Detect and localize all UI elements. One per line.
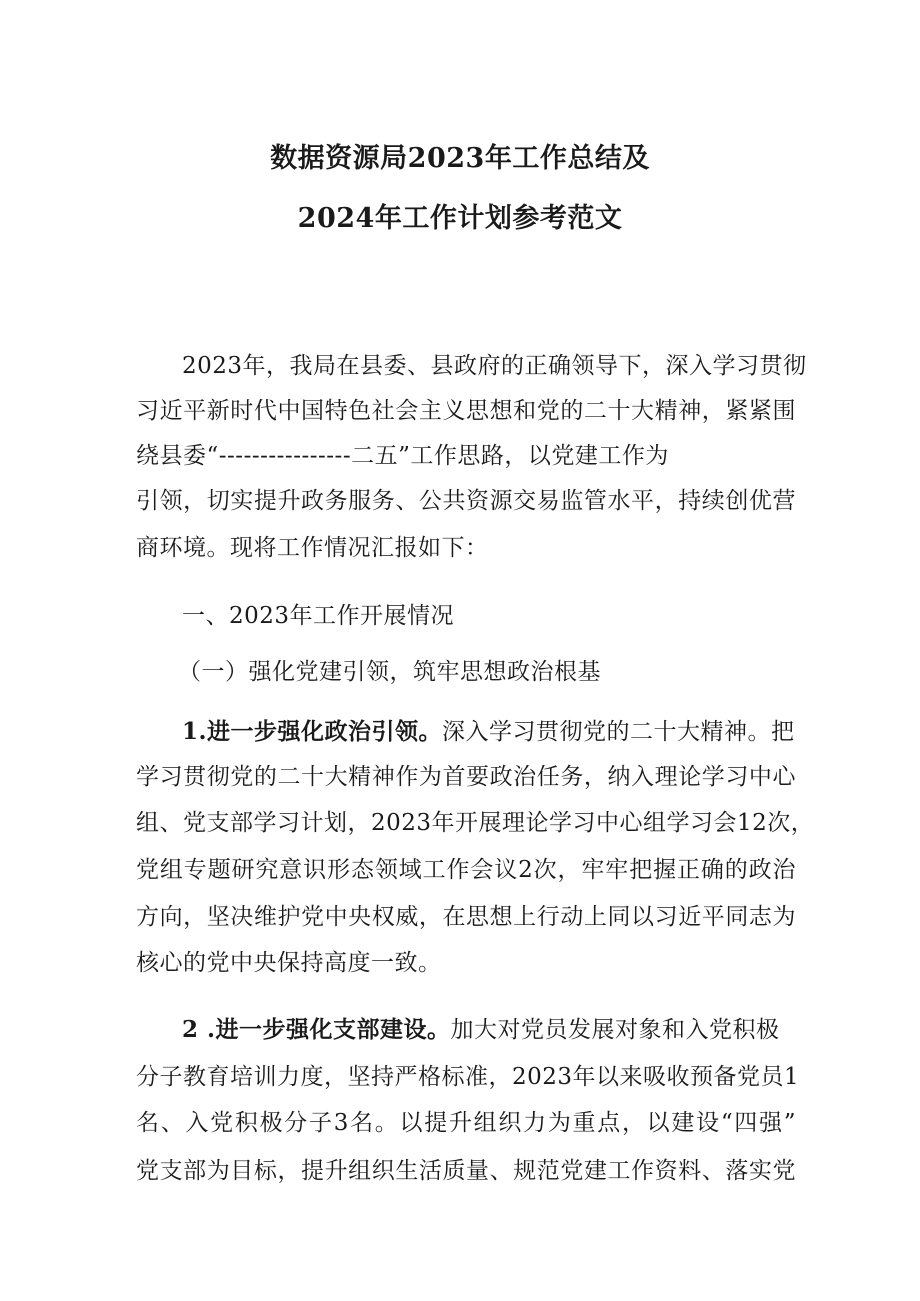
document-title-line1: 数据资源局2023年工作总结及 <box>270 143 650 174</box>
item1-first-rest: 深入学习贯彻党的二十大精神。把 <box>442 719 795 745</box>
item2-line: 党支部为目标，提升组织生活质量、规范党建工作资料、落实党 <box>136 1158 796 1184</box>
intro-line: 商环境。现将工作情况汇报如下： <box>136 535 489 561</box>
item1-line: 核心的党中央保持高度一致。 <box>136 950 442 976</box>
document-title-line2: 2024年工作计划参考范文 <box>297 203 623 234</box>
item2-first-rest: 加大对党员发展对象和入党积极 <box>450 1017 780 1043</box>
intro-line: 习近平新时代中国特色社会主义思想和党的二十大精神，紧紧围 <box>136 398 796 424</box>
item1-first-line <box>182 717 796 747</box>
item2-first-line <box>182 1015 796 1045</box>
item2-lead: 2 .进一步强化支部建设。 <box>182 1016 451 1043</box>
intro-line: 引领，切实提升政务服务、公共资源交易监管水平，持续创优营 <box>136 488 796 514</box>
item2-line: 名、入党积极分子3名。以提升组织力为重点，以建设“四强” <box>136 1110 796 1136</box>
section-heading: 一、2023年工作开展情况 <box>182 603 455 629</box>
subsection-heading: （一）强化党建引领，筑牢思想政治根基 <box>178 659 601 685</box>
intro-line: 2023年，我局在县委、县政府的正确领导下，深入学习贯彻 <box>182 353 807 379</box>
item1-line: 学习贯彻党的二十大精神作为首要政治任务，纳入理论学习中心 <box>136 764 796 790</box>
item2-line: 分子教育培训力度，坚持严格标准，2023年以来吸收预备党员1 <box>136 1064 800 1090</box>
item1-line: 组、党支部学习计划，2023年开展理论学习中心组学习会12次， <box>136 810 815 836</box>
item1-line: 党组专题研究意识形态领域工作会议2次，牢牢把握正确的政治 <box>136 857 796 883</box>
item1-lead: 1.进一步强化政治引领。 <box>182 718 443 745</box>
item1-line: 方向，坚决维护党中央权威，在思想上行动上同以习近平同志为 <box>136 904 796 930</box>
intro-line: 绕县委“----------------二五”工作思路，以党建工作为 <box>136 443 669 469</box>
